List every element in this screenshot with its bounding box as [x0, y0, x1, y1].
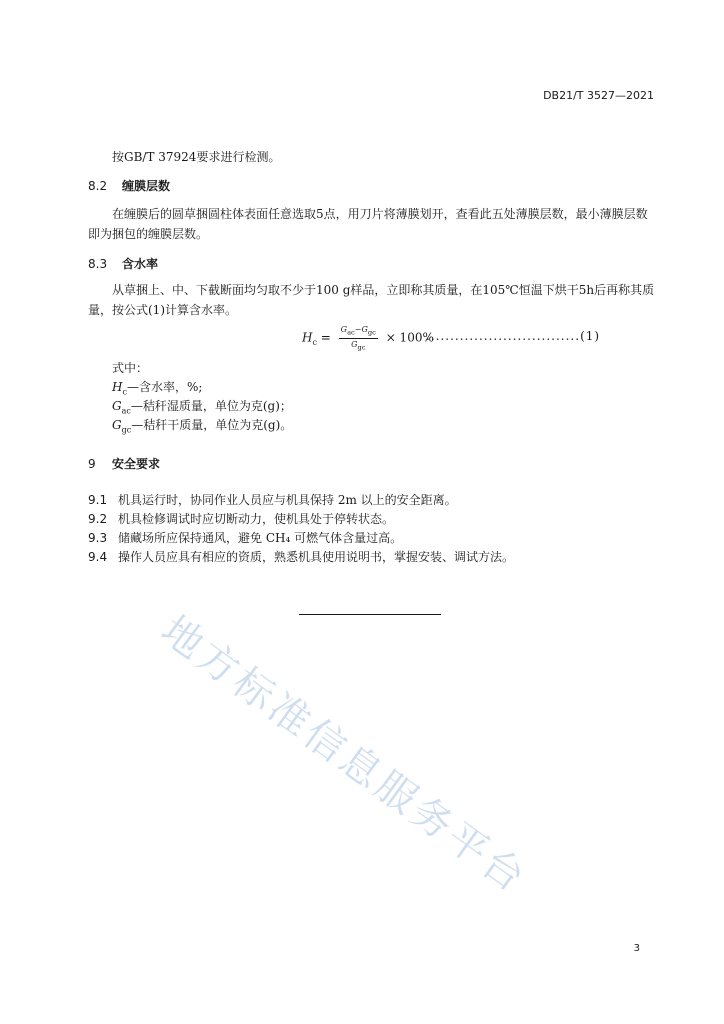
section-number: 9	[88, 457, 96, 471]
where-intro: 式中：	[112, 361, 149, 375]
section-8-2-body: 在缠膜后的圆草捆圆柱体表面任意选取5点，用刀片将薄膜划开，查看此五处薄膜层数，最小薄膜层数即为捆包的缠膜层数。	[88, 207, 648, 241]
list-item: 9.4 操作人员应具有相应的资质，熟悉机具使用说明书，掌握安装、调试方法。	[88, 550, 515, 564]
where-item: $G_{ac}—$秸秆湿质量，单位为克(g)；	[112, 399, 292, 416]
where-item: $G_{gc}—$秸秆干质量，单位为克(g)。	[112, 418, 293, 435]
section-number: 8.3	[88, 257, 108, 271]
formula-label: (1)	[580, 329, 601, 343]
where-item: $H_c—$含水率，%;	[112, 380, 203, 397]
list-item: 9.2 机具检修调试时应切断动力，使机具处于停转状态。	[88, 512, 395, 526]
standard-number: DB21/T 3527—2021	[543, 89, 654, 102]
section-title: 安全要求	[112, 457, 161, 471]
list-item: 9.1 机具运行时，协同作业人员应与机具保持 2m 以上的安全距离。	[88, 493, 457, 507]
watermark: 地方标准信息服务平台	[152, 607, 536, 904]
list-item: 9.3 储藏场所应保持通风，避免 CH₄ 可燃气体含量过高。	[88, 531, 403, 545]
section-number: 8.2	[88, 179, 108, 193]
section-9-heading	[88, 455, 160, 472]
section-8-3-body: 从草捆上、中、下截断面均匀取不少于100 g样品，立即称其质量，在105℃恒温下烘干5h后再称其质量，按公式(1)计算含水率。	[88, 283, 655, 317]
section-8-3-heading	[88, 255, 158, 272]
section-title: 缠膜层数	[122, 179, 171, 193]
moisture-formula: $H_c$ = $\frac{G_{ac}-G_{gc}}{G_{gc}}$ × 100%	[302, 325, 434, 352]
continuation-text: 按GB/T 37924要求进行检测。	[112, 150, 281, 164]
formula-fraction: $\frac{G_{ac}-G_{gc}}{G_{gc}}$	[340, 325, 376, 352]
page-number: 3	[633, 943, 640, 954]
formula-leader-dots: ................................(1)	[426, 329, 601, 343]
section-title: 含水率	[122, 257, 159, 271]
end-rule	[299, 614, 441, 615]
section-8-2-heading	[88, 177, 170, 194]
